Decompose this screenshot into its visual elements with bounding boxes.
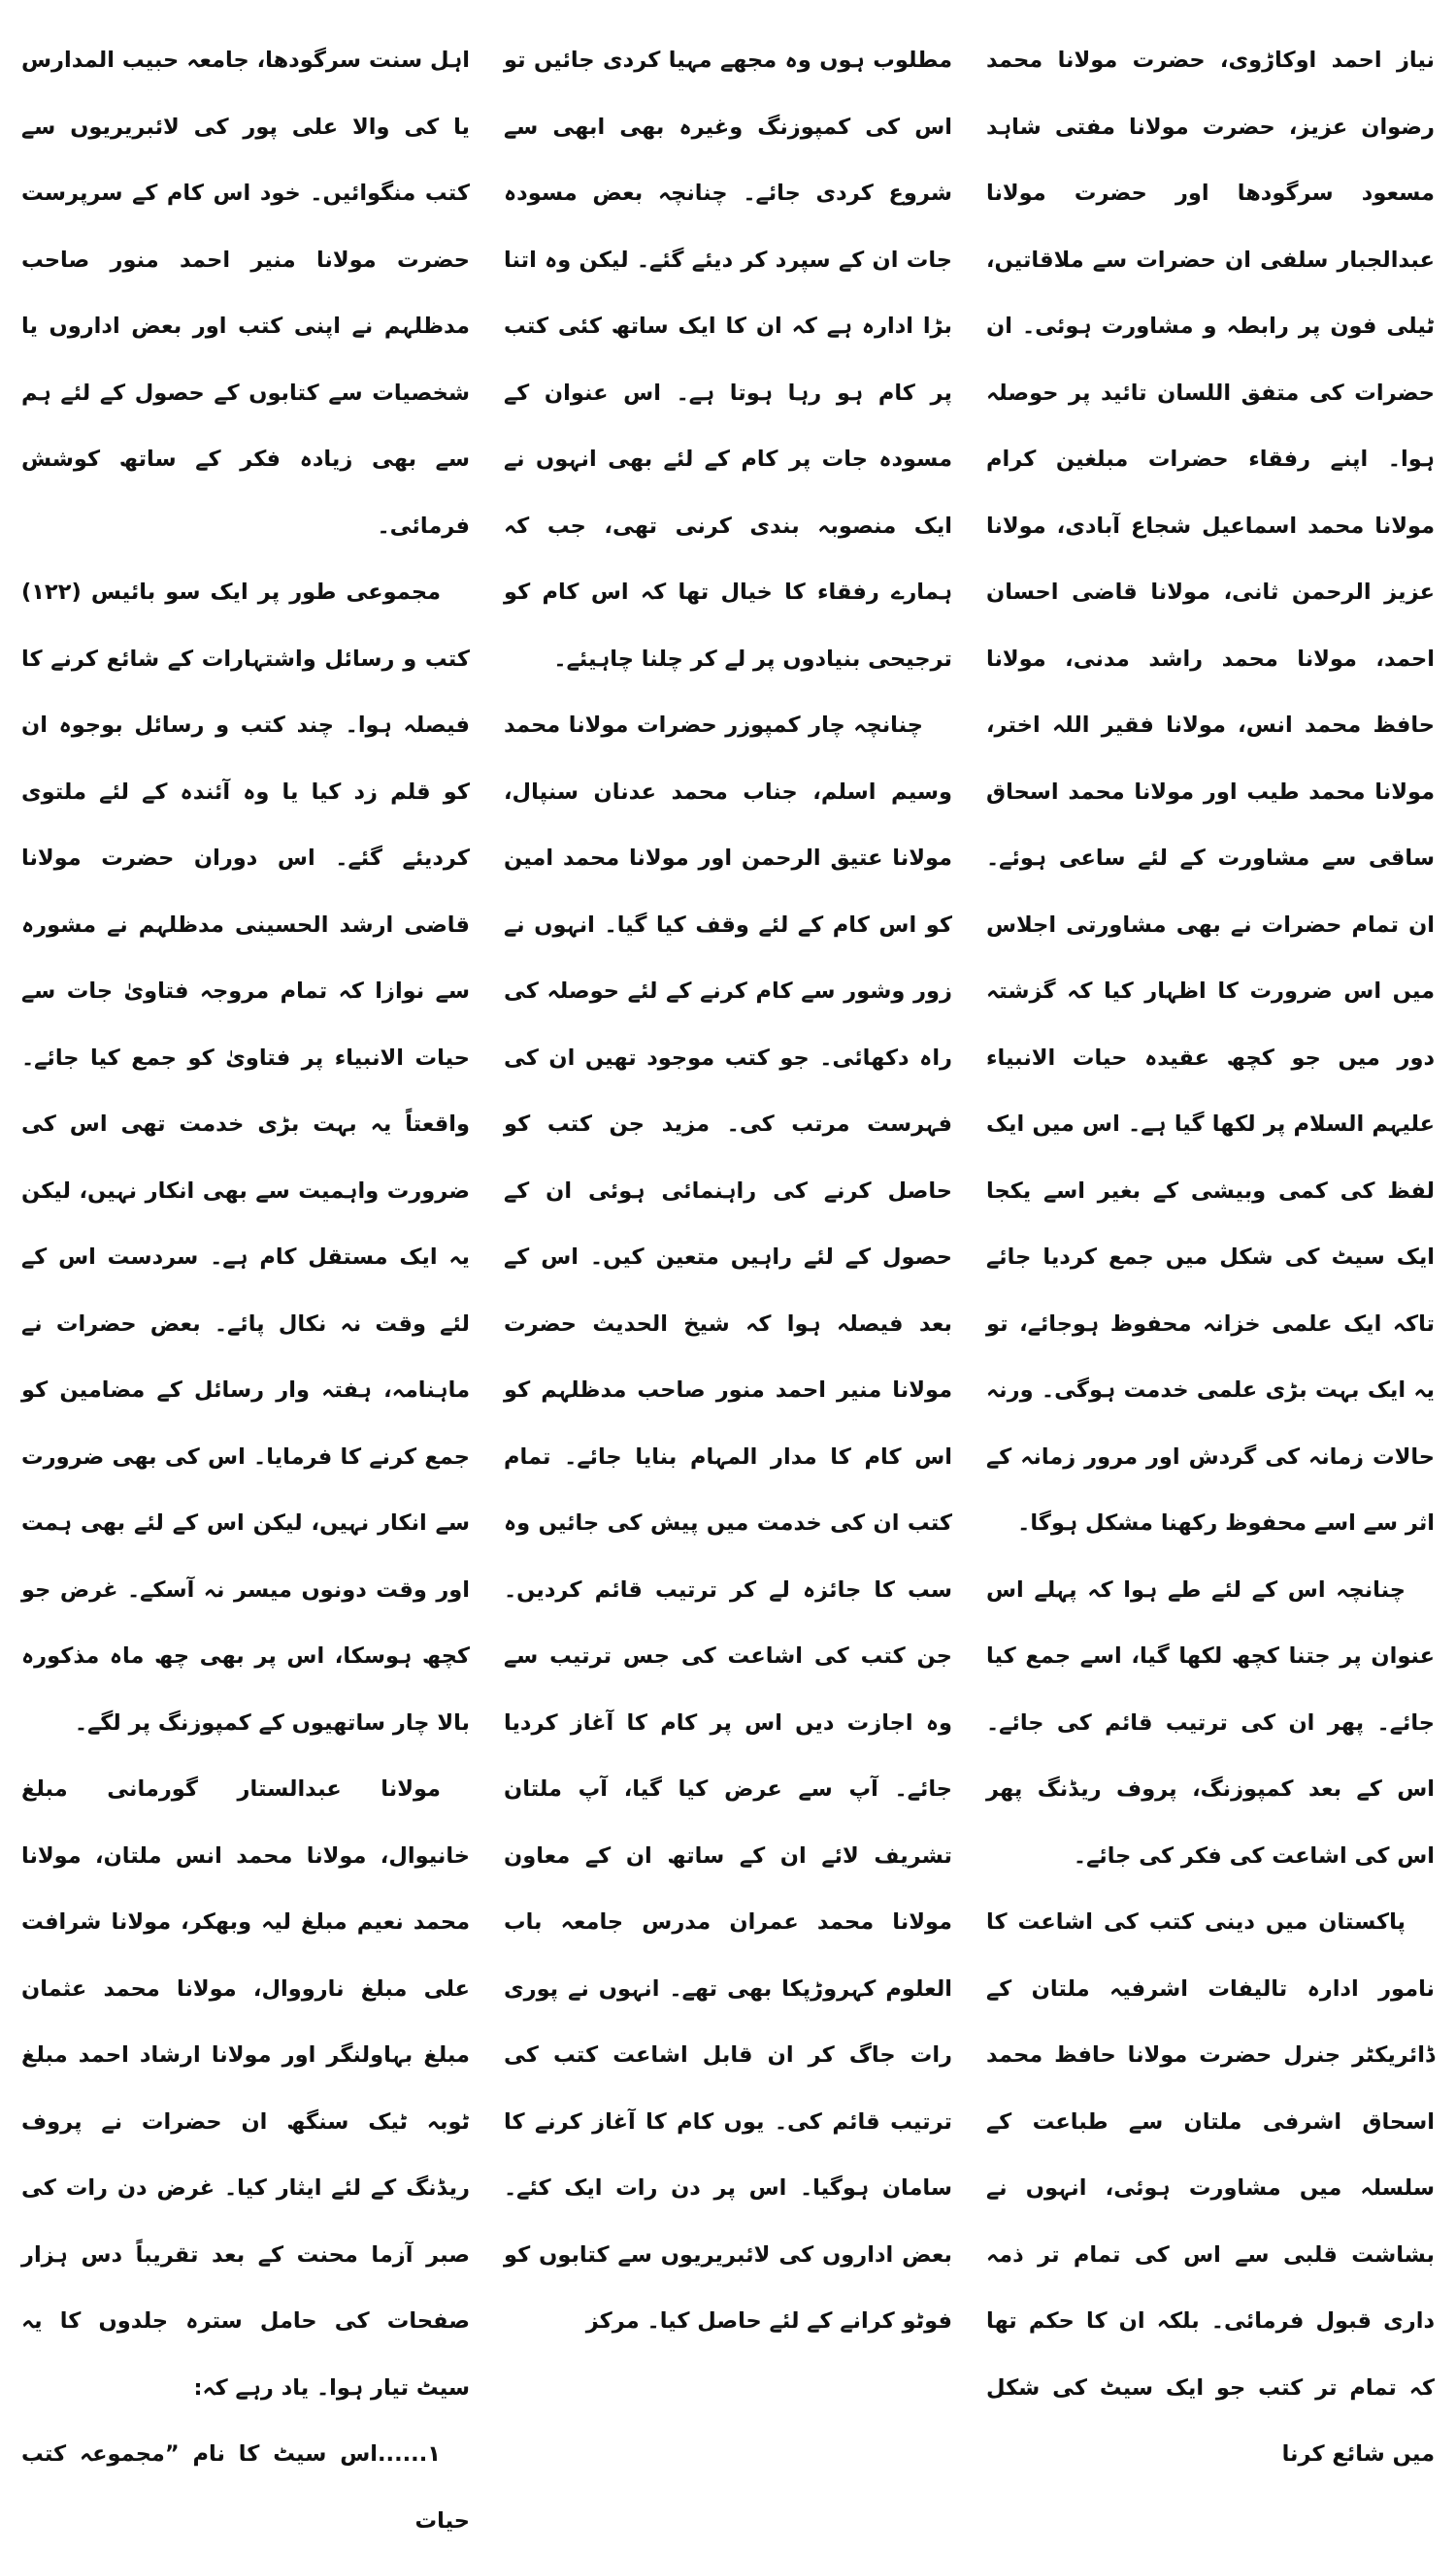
text-column-right <box>986 27 1435 2467</box>
paragraph: مولانا عبدالستار گورمانی مبلغ خانیوال، مولانا محمد انس ملتان، مولانا محمد نعیم مبلغ لیہ وبھکر، مولانا شرافت علی مبلغ نارووال، مولانا محمد عثمان مبلغ بہاولنگر اور مولانا ارشاد احمد مبلغ ٹوبہ ٹیک سنگھ ان حضرات نے پروف ریڈنگ کے لئے ایثار کیا۔ غرض دن رات کی صبر آزما محنت کے بعد تقریباً دس ہزار صفحات کی حامل سترہ جلدوں کا یہ سیٹ تیار ہوا۔ یاد رہے کہ: <box>21 1776 470 2401</box>
paragraph: اہل سنت سرگودھا، جامعہ حبیب المدارس یا کی والا علی پور کی لائبریریوں سے کتب منگوائیں۔ خود اس کام کے سرپرست حضرت مولانا منیر احمد منور صاحب مدظلہم نے اپنی کتب اور بعض اداروں یا شخصیات سے کتابوں کے حصول کے لئے ہم سے بھی زیادہ فکر کے ساتھ کوشش فرمائی۔ <box>21 48 470 539</box>
paragraph: چنانچہ اس کے لئے طے ہوا کہ پہلے اس عنوان پر جتنا کچھ لکھا گیا، اسے جمع کیا جائے۔ پھر ان کی ترتیب قائم کی جائے۔ اس کے بعد کمپوزنگ، پروف ریڈنگ پھر اس کی اشاعت کی فکر کی جائے۔ <box>986 1576 1435 1869</box>
text-column-left <box>21 27 470 2534</box>
paragraph: ۱......اس سیٹ کا نام ”مجموعہ کتب حیات <box>21 2441 470 2534</box>
paragraph: پاکستان میں دینی کتب کی اشاعت کا نامور ادارہ تالیفات اشرفیہ ملتان کے ڈائریکٹر جنرل حضرت مولانا حافظ محمد اسحاق اشرفی ملتان سے طباعت کے سلسلہ میں مشاورت ہوئی، انہوں نے بشاشت قلبی سے اس کی تمام تر ذمہ داری قبول فرمائی۔ بلکہ ان کا حکم تھا کہ تمام تر کتب جو ایک سیٹ کی شکل میں شائع کرنا <box>986 1909 1435 2467</box>
paragraph: مطلوب ہوں وہ مجھے مہیا کردی جائیں تو اس کی کمپوزنگ وغیرہ بھی ابھی سے شروع کردی جائے۔ چنانچہ بعض مسودہ جات ان کے سپرد کر دیئے گئے۔ لیکن وہ اتنا بڑا ادارہ ہے کہ ان کا ایک ساتھ کئی کتب پر کام ہو رہا ہوتا ہے۔ اس عنوان کے مسودہ جات پر کام کے لئے بھی انہوں نے ایک منصوبہ بندی کرنی تھی، جب کہ ہمارے رفقاء کا خیال تھا کہ اس کام کو ترجیحی بنیادوں پر لے کر چلنا چاہیئے۔ <box>504 48 952 672</box>
paragraph: نیاز احمد اوکاڑوی، حضرت مولانا محمد رضوان عزیز، حضرت مولانا مفتی شاہد مسعود سرگودھا اور حضرت مولانا عبدالجبار سلفی ان حضرات سے ملاقاتیں، ٹیلی فون پر رابطہ و مشاورت ہوئی۔ ان حضرات کی متفق اللسان تائید پر حوصلہ ہوا۔ اپنے رفقاء حضرات مبلغین کرام مولانا محمد اسماعیل شجاع آبادی، مولانا عزیز الرحمن ثانی، مولانا قاضی احسان احمد، مولانا محمد راشد مدنی، مولانا حافظ محمد انس، مولانا فقیر اللہ اختر، مولانا محمد طیب اور مولانا محمد اسحاق ساقی سے مشاورت کے لئے ساعی ہوئے۔ ان تمام حضرات نے بھی مشاورتی اجلاس میں اس ضرورت کا اظہار کیا کہ گزشتہ دور میں جو کچھ عقیدہ حیات الانبیاء علیہم السلام پر لکھا گیا ہے۔ اس میں ایک لفظ کی کمی وبیشی کے بغیر اسے یکجا ایک سیٹ کی شکل میں جمع کردیا جائے تاکہ ایک علمی خزانہ محفوظ ہوجائے، تو یہ ایک بہت بڑی علمی خدمت ہوگی۔ ورنہ حالات زمانہ کی گردش اور مرور زمانہ کے اثر سے اسے محفوظ رکھنا مشکل ہوگا۔ <box>986 48 1435 1536</box>
paragraph: چنانچہ چار کمپوزر حضرات مولانا محمد وسیم اسلم، جناب محمد عدنان سنپال، مولانا عتیق الرحمن اور مولانا محمد امین کو اس کام کے لئے وقف کیا گیا۔ انہوں نے زور وشور سے کام کرنے کے لئے حوصلہ کی راہ دکھائی۔ جو کتب موجود تھیں ان کی فہرست مرتب کی۔ مزید جن کتب کو حاصل کرنے کی راہنمائی ہوئی ان کے حصول کے لئے راہیں متعین کیں۔ اس کے بعد فیصلہ ہوا کہ شیخ الحدیث حضرت مولانا منیر احمد منور صاحب مدظلہم کو اس کام کا مدار المہام بنایا جائے۔ تمام کتب ان کی خدمت میں پیش کی جائیں وہ سب کا جائزہ لے کر ترتیب قائم کردیں۔ جن کتب کی اشاعت کی جس ترتیب سے وہ اجازت دیں اس پر کام کا آغاز کردیا جائے۔ آپ سے عرض کیا گیا، آپ ملتان تشریف لائے ان کے ساتھ ان کے معاون مولانا محمد عمران مدرس جامعہ باب العلوم کہروڑپکا بھی تھے۔ انہوں نے پوری رات جاگ کر ان قابل اشاعت کتب کی ترتیب قائم کی۔ یوں کام کا آغاز کرنے کا سامان ہوگیا۔ اس پر دن رات ایک کئے۔ بعض اداروں کی لائبریریوں سے کتابوں کو فوٹو کرانے کے لئے حاصل کیا۔ مرکز <box>504 713 952 2334</box>
paragraph: مجموعی طور پر ایک سو بائیس (۱۲۲) کتب و رسائل واشتہارات کے شائع کرنے کا فیصلہ ہوا۔ چند کتب و رسائل بوجوہ ان کو قلم زد کیا یا وہ آئندہ کے لئے ملتوی کردیئے گئے۔ اس دوران حضرت مولانا قاضی ارشد الحسینی مدظلہم نے مشورہ سے نوازا کہ تمام مروجہ فتاویٰ جات سے حیات الانبیاء پر فتاویٰ کو جمع کیا جائے۔ واقعتاً یہ بہت بڑی خدمت تھی اس کی ضرورت واہمیت سے بھی انکار نہیں، لیکن یہ ایک مستقل کام ہے۔ سردست اس کے لئے وقت نہ نکال پائے۔ بعض حضرات نے ماہنامہ، ہفتہ وار رسائل کے مضامین کو جمع کرنے کا فرمایا۔ اس کی بھی ضرورت سے انکار نہیں، لیکن اس کے لئے بھی ہمت اور وقت دونوں میسر نہ آسکے۔ غرض جو کچھ ہوسکا، اس پر بھی چھ ماہ مذکورہ بالا چار ساتھیوں کے کمپوزنگ پر لگے۔ <box>21 580 470 1736</box>
text-column-middle <box>504 27 952 2334</box>
